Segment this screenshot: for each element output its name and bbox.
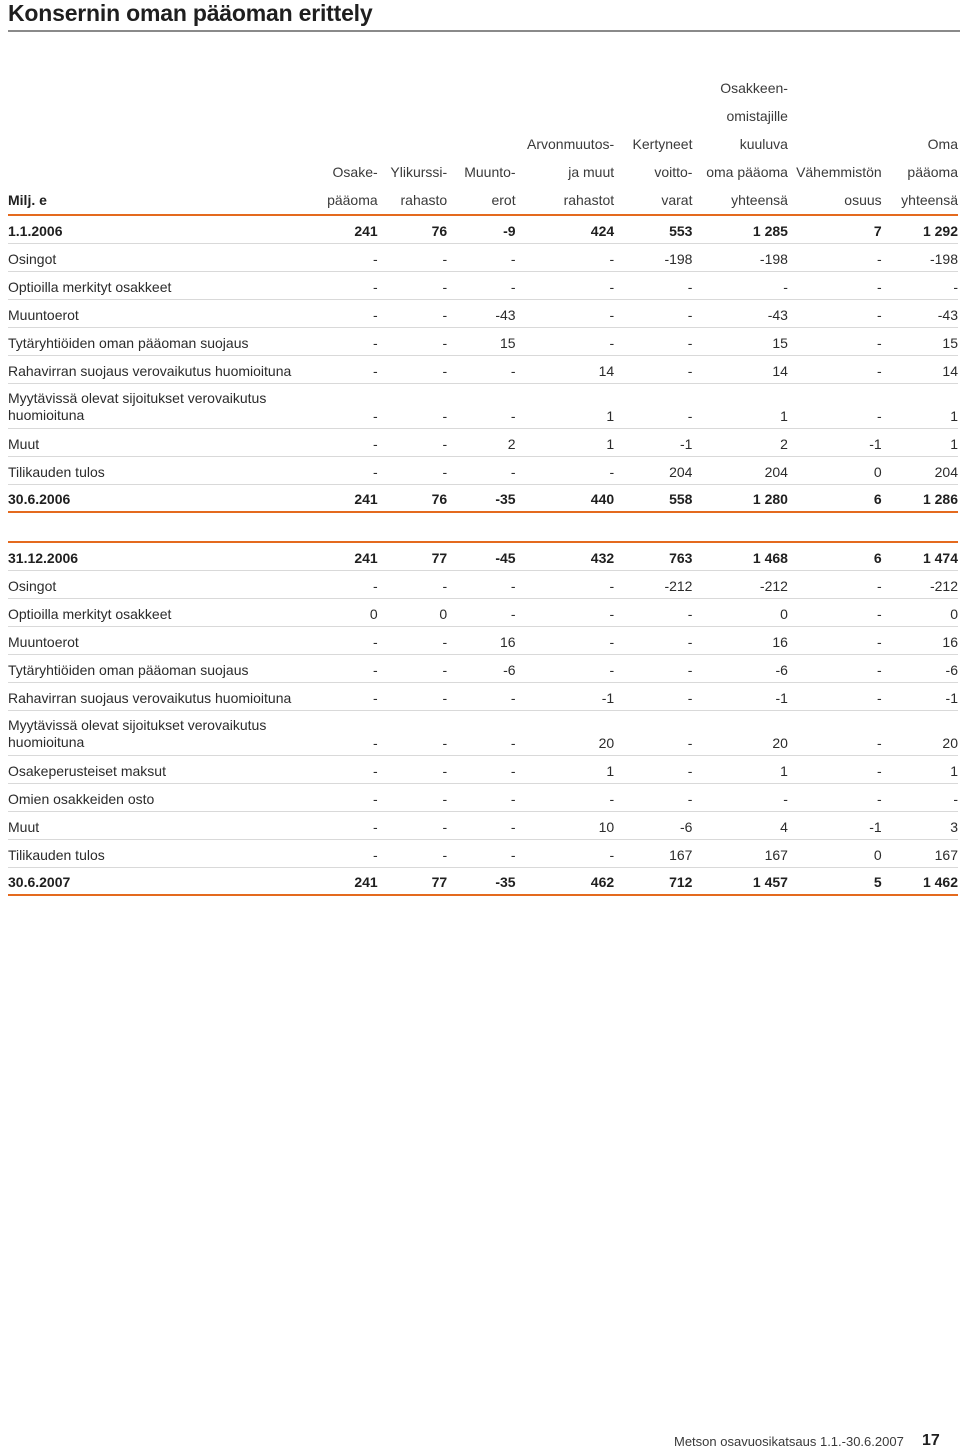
header-cell xyxy=(313,74,377,102)
value-cell: - xyxy=(378,327,448,355)
value-cell: - xyxy=(614,682,692,710)
header-cell xyxy=(447,74,515,102)
value-cell: 20 xyxy=(882,710,958,755)
value-cell: 1 292 xyxy=(882,215,958,243)
value-cell: 432 xyxy=(516,542,615,570)
table-row xyxy=(8,755,958,783)
header-cell: yhteensä xyxy=(882,186,958,215)
header-cell: Muunto- xyxy=(464,164,516,180)
value-cell: 462 xyxy=(516,867,615,895)
value-cell: - xyxy=(378,682,448,710)
table-row xyxy=(8,456,958,484)
header-cell xyxy=(378,74,448,102)
value-cell: - xyxy=(313,456,377,484)
table-row xyxy=(8,710,958,755)
value-cell: -1 xyxy=(516,682,615,710)
value-cell: - xyxy=(447,682,515,710)
value-cell: - xyxy=(447,783,515,811)
table-row xyxy=(8,383,958,428)
value-cell: 2 xyxy=(692,428,787,456)
value-cell: - xyxy=(614,355,692,383)
header-cell: yhteensä xyxy=(692,186,787,215)
value-cell: - xyxy=(378,811,448,839)
value-cell: - xyxy=(378,428,448,456)
value-cell: - xyxy=(378,570,448,598)
value-cell: - xyxy=(447,243,515,271)
value-cell: 76 xyxy=(378,215,448,243)
row-label: 30.6.2006 xyxy=(8,484,313,512)
header-cell: Ylikurssi- xyxy=(390,164,448,180)
value-cell: - xyxy=(788,383,882,428)
value-cell: -212 xyxy=(882,570,958,598)
header-cell xyxy=(516,74,615,102)
header-cell: rahasto xyxy=(378,186,448,215)
value-cell: 14 xyxy=(516,355,615,383)
value-cell: - xyxy=(614,598,692,626)
row-label: Muuntoerot xyxy=(8,626,313,654)
value-cell: - xyxy=(614,755,692,783)
value-cell: - xyxy=(313,570,377,598)
value-cell: - xyxy=(378,355,448,383)
value-cell: 1 xyxy=(882,383,958,428)
value-cell: 16 xyxy=(882,626,958,654)
value-cell: - xyxy=(447,355,515,383)
value-cell: - xyxy=(516,654,615,682)
spacer-cell xyxy=(614,512,692,542)
value-cell: 4 xyxy=(692,811,787,839)
value-cell: - xyxy=(313,783,377,811)
row-label xyxy=(8,383,313,428)
row-label: Optioilla merkityt osakkeet xyxy=(8,271,313,299)
row-label: Omien osakkeiden osto xyxy=(8,783,313,811)
row-label: 31.12.2006 xyxy=(8,542,313,570)
value-cell: - xyxy=(692,783,787,811)
value-cell: - xyxy=(313,383,377,428)
value-cell: 15 xyxy=(447,327,515,355)
header-cell xyxy=(516,102,615,130)
header-cell: voitto- xyxy=(654,164,693,180)
value-cell: -1 xyxy=(788,811,882,839)
value-cell: -45 xyxy=(447,542,515,570)
header-cell: pääoma xyxy=(313,186,377,215)
value-cell: - xyxy=(516,327,615,355)
header-cell: Oma xyxy=(927,136,958,152)
row-label: Tilikauden tulos xyxy=(8,839,313,867)
value-cell: 1 280 xyxy=(692,484,787,512)
value-cell: 1 xyxy=(882,428,958,456)
value-cell: -6 xyxy=(882,654,958,682)
value-cell: - xyxy=(614,299,692,327)
table-row xyxy=(8,542,958,570)
value-cell: - xyxy=(614,383,692,428)
value-cell: - xyxy=(614,783,692,811)
value-cell: 14 xyxy=(882,355,958,383)
row-label: Muut xyxy=(8,428,313,456)
value-cell: - xyxy=(788,783,882,811)
table-row xyxy=(8,598,958,626)
value-cell: 20 xyxy=(516,710,615,755)
value-cell: 0 xyxy=(378,598,448,626)
value-cell: - xyxy=(788,626,882,654)
value-cell: - xyxy=(378,654,448,682)
table-row xyxy=(8,271,958,299)
header-cell: Osakkeen- xyxy=(720,80,788,96)
value-cell: -198 xyxy=(882,243,958,271)
value-cell: 77 xyxy=(378,542,448,570)
value-cell: - xyxy=(313,811,377,839)
header-cell xyxy=(378,102,448,130)
header-cell xyxy=(882,74,958,102)
value-cell: - xyxy=(313,299,377,327)
unit-label: Milj. e xyxy=(8,186,313,215)
header-cell xyxy=(882,102,958,130)
value-cell: - xyxy=(378,456,448,484)
value-cell: - xyxy=(378,626,448,654)
value-cell: - xyxy=(516,839,615,867)
value-cell: 1 xyxy=(516,755,615,783)
value-cell: 0 xyxy=(692,598,787,626)
header-cell xyxy=(447,130,515,158)
header-cell xyxy=(614,74,692,102)
table-row xyxy=(8,428,958,456)
spacer-cell xyxy=(692,512,787,542)
header-cell xyxy=(614,102,692,130)
table-row xyxy=(8,839,958,867)
value-cell: 1 xyxy=(692,755,787,783)
spacer-cell xyxy=(313,512,377,542)
value-cell: 1 474 xyxy=(882,542,958,570)
value-cell: - xyxy=(447,570,515,598)
table-row xyxy=(8,783,958,811)
value-cell: - xyxy=(614,271,692,299)
row-label: Muut xyxy=(8,811,313,839)
value-cell: - xyxy=(313,654,377,682)
value-cell: -6 xyxy=(692,654,787,682)
header-cell: oma pääoma xyxy=(706,164,788,180)
row-label: 1.1.2006 xyxy=(8,215,313,243)
table-header xyxy=(8,74,958,215)
table-row xyxy=(8,215,958,243)
value-cell: -6 xyxy=(614,811,692,839)
value-cell: -198 xyxy=(614,243,692,271)
value-cell: 16 xyxy=(692,626,787,654)
value-cell: - xyxy=(516,271,615,299)
value-cell: 553 xyxy=(614,215,692,243)
value-cell: -35 xyxy=(447,867,515,895)
value-cell: - xyxy=(614,710,692,755)
table-row xyxy=(8,327,958,355)
value-cell: 1 457 xyxy=(692,867,787,895)
value-cell: -198 xyxy=(692,243,787,271)
equity-table xyxy=(8,74,958,896)
row-label: Tytäryhtiöiden oman pääoman suojaus xyxy=(8,654,313,682)
header-cell: erot xyxy=(447,186,515,215)
table-row xyxy=(8,654,958,682)
value-cell: - xyxy=(882,783,958,811)
value-cell: - xyxy=(516,598,615,626)
value-cell: - xyxy=(447,710,515,755)
table-row xyxy=(8,484,958,512)
value-cell: 204 xyxy=(614,456,692,484)
value-cell: - xyxy=(313,755,377,783)
value-cell: - xyxy=(378,383,448,428)
value-cell: - xyxy=(313,710,377,755)
spacer-cell xyxy=(788,512,882,542)
spacer-cell xyxy=(378,512,448,542)
value-cell: -9 xyxy=(447,215,515,243)
header-cell xyxy=(788,74,882,102)
value-cell: - xyxy=(447,755,515,783)
value-cell: -212 xyxy=(614,570,692,598)
header-label-cell xyxy=(8,130,313,158)
value-cell: 712 xyxy=(614,867,692,895)
value-cell: -1 xyxy=(882,682,958,710)
value-cell: -6 xyxy=(447,654,515,682)
value-cell: - xyxy=(788,327,882,355)
header-cell: omistajille xyxy=(726,108,788,124)
header-cell xyxy=(378,130,448,158)
value-cell: 16 xyxy=(447,626,515,654)
value-cell: - xyxy=(447,839,515,867)
header-cell: Vähemmistön xyxy=(796,164,882,180)
header-cell: ja muut xyxy=(568,164,615,180)
value-cell: - xyxy=(788,570,882,598)
value-cell: 1 286 xyxy=(882,484,958,512)
table-row xyxy=(8,626,958,654)
value-cell: - xyxy=(313,243,377,271)
footer-text: Metson osavuosikatsaus 1.1.-30.6.2007 xyxy=(674,1434,904,1449)
value-cell: 1 468 xyxy=(692,542,787,570)
value-cell: 763 xyxy=(614,542,692,570)
value-cell: 20 xyxy=(692,710,787,755)
row-label: Rahavirran suojaus verovaikutus huomioituna xyxy=(8,355,313,383)
value-cell: 204 xyxy=(692,456,787,484)
table-row xyxy=(8,299,958,327)
row-label: Osingot xyxy=(8,570,313,598)
table-row xyxy=(8,811,958,839)
title-rule xyxy=(8,30,960,32)
value-cell: 3 xyxy=(882,811,958,839)
value-cell: - xyxy=(447,271,515,299)
value-cell: 0 xyxy=(313,598,377,626)
value-cell: - xyxy=(447,598,515,626)
spacer-cell xyxy=(447,512,515,542)
value-cell: - xyxy=(378,299,448,327)
spacer-cell xyxy=(516,512,615,542)
header-cell xyxy=(313,102,377,130)
value-cell: - xyxy=(378,755,448,783)
value-cell: 1 285 xyxy=(692,215,787,243)
row-label: 30.6.2007 xyxy=(8,867,313,895)
value-cell: - xyxy=(313,428,377,456)
spacer-cell xyxy=(882,512,958,542)
value-cell: - xyxy=(788,710,882,755)
value-cell: 0 xyxy=(788,839,882,867)
value-cell: - xyxy=(882,271,958,299)
value-cell: - xyxy=(447,456,515,484)
value-cell: - xyxy=(788,682,882,710)
row-label-line: Myytävissä olevat sijoitukset verovaikutus xyxy=(8,389,267,406)
value-cell: 7 xyxy=(788,215,882,243)
header-cell: pääoma xyxy=(907,164,958,180)
header-cell: varat xyxy=(614,186,692,215)
table-row xyxy=(8,570,958,598)
value-cell: - xyxy=(788,598,882,626)
header-row xyxy=(8,74,958,102)
value-cell: 167 xyxy=(614,839,692,867)
row-label: Tytäryhtiöiden oman pääoman suojaus xyxy=(8,327,313,355)
value-cell: - xyxy=(516,783,615,811)
value-cell: - xyxy=(692,271,787,299)
value-cell: - xyxy=(313,327,377,355)
row-label: Rahavirran suojaus verovaikutus huomioituna xyxy=(8,682,313,710)
value-cell: 241 xyxy=(313,542,377,570)
value-cell: 1 xyxy=(516,428,615,456)
value-cell: - xyxy=(313,682,377,710)
value-cell: 204 xyxy=(882,456,958,484)
value-cell: - xyxy=(788,271,882,299)
value-cell: 1 xyxy=(882,755,958,783)
value-cell: - xyxy=(447,383,515,428)
value-cell: - xyxy=(788,299,882,327)
value-cell: - xyxy=(614,327,692,355)
value-cell: - xyxy=(788,243,882,271)
table-row xyxy=(8,355,958,383)
value-cell: -1 xyxy=(614,428,692,456)
value-cell: 15 xyxy=(692,327,787,355)
value-cell: 77 xyxy=(378,867,448,895)
row-label-line: huomioituna xyxy=(8,733,85,750)
value-cell: -43 xyxy=(882,299,958,327)
value-cell: 76 xyxy=(378,484,448,512)
value-cell: - xyxy=(378,783,448,811)
value-cell: 10 xyxy=(516,811,615,839)
header-row xyxy=(8,158,958,186)
value-cell: - xyxy=(378,271,448,299)
value-cell: - xyxy=(788,755,882,783)
value-cell: - xyxy=(516,299,615,327)
spacer-cell xyxy=(8,512,313,542)
value-cell: - xyxy=(378,839,448,867)
value-cell: - xyxy=(378,710,448,755)
value-cell: -35 xyxy=(447,484,515,512)
row-label: Osakeperusteiset maksut xyxy=(8,755,313,783)
table-row xyxy=(8,243,958,271)
value-cell: 167 xyxy=(882,839,958,867)
header-cell: rahastot xyxy=(516,186,615,215)
value-cell: 6 xyxy=(788,542,882,570)
header-cell: Kertyneet xyxy=(632,136,693,152)
header-cell xyxy=(313,130,377,158)
value-cell: 241 xyxy=(313,215,377,243)
header-cell: Osake- xyxy=(332,164,378,180)
value-cell: - xyxy=(516,570,615,598)
value-cell: - xyxy=(447,811,515,839)
row-label: Muuntoerot xyxy=(8,299,313,327)
value-cell: - xyxy=(788,654,882,682)
value-cell: - xyxy=(614,626,692,654)
value-cell: - xyxy=(378,243,448,271)
value-cell: - xyxy=(614,654,692,682)
value-cell: -43 xyxy=(447,299,515,327)
value-cell: 14 xyxy=(692,355,787,383)
value-cell: 0 xyxy=(788,456,882,484)
value-cell: -1 xyxy=(692,682,787,710)
table-row xyxy=(8,867,958,895)
value-cell: - xyxy=(788,355,882,383)
header-label-cell xyxy=(8,74,313,102)
value-cell: 167 xyxy=(692,839,787,867)
row-label-line: Myytävissä olevat sijoitukset verovaikutus xyxy=(8,716,267,733)
value-cell: 0 xyxy=(882,598,958,626)
header-cell: Arvonmuutos- xyxy=(527,136,615,152)
value-cell: 440 xyxy=(516,484,615,512)
table-body xyxy=(8,215,958,895)
row-label: Optioilla merkityt osakkeet xyxy=(8,598,313,626)
value-cell: 241 xyxy=(313,867,377,895)
section-spacer xyxy=(8,512,958,542)
value-cell: -1 xyxy=(788,428,882,456)
value-cell: 558 xyxy=(614,484,692,512)
row-label: Osingot xyxy=(8,243,313,271)
header-row xyxy=(8,186,958,215)
value-cell: - xyxy=(516,456,615,484)
value-cell: - xyxy=(516,243,615,271)
value-cell: 1 xyxy=(692,383,787,428)
header-cell: kuuluva xyxy=(739,136,788,152)
value-cell: 1 xyxy=(516,383,615,428)
row-label-line: huomioituna xyxy=(8,406,85,423)
page-title: Konsernin oman pääoman erittely xyxy=(8,0,373,26)
header-label-cell xyxy=(8,158,313,186)
value-cell: -43 xyxy=(692,299,787,327)
value-cell: - xyxy=(313,355,377,383)
value-cell: - xyxy=(516,626,615,654)
row-label: Tilikauden tulos xyxy=(8,456,313,484)
value-cell: -212 xyxy=(692,570,787,598)
header-cell xyxy=(447,102,515,130)
header-label-cell xyxy=(8,102,313,130)
value-cell: 424 xyxy=(516,215,615,243)
value-cell: - xyxy=(313,626,377,654)
value-cell: - xyxy=(313,839,377,867)
header-cell xyxy=(788,102,882,130)
table-row xyxy=(8,682,958,710)
page-number: 17 xyxy=(922,1432,940,1449)
row-label xyxy=(8,710,313,755)
header-cell: osuus xyxy=(788,186,882,215)
header-cell xyxy=(788,130,882,158)
header-row xyxy=(8,130,958,158)
value-cell: 241 xyxy=(313,484,377,512)
value-cell: 6 xyxy=(788,484,882,512)
value-cell: 5 xyxy=(788,867,882,895)
header-row xyxy=(8,102,958,130)
value-cell: 1 462 xyxy=(882,867,958,895)
value-cell: - xyxy=(313,271,377,299)
value-cell: 2 xyxy=(447,428,515,456)
value-cell: 15 xyxy=(882,327,958,355)
